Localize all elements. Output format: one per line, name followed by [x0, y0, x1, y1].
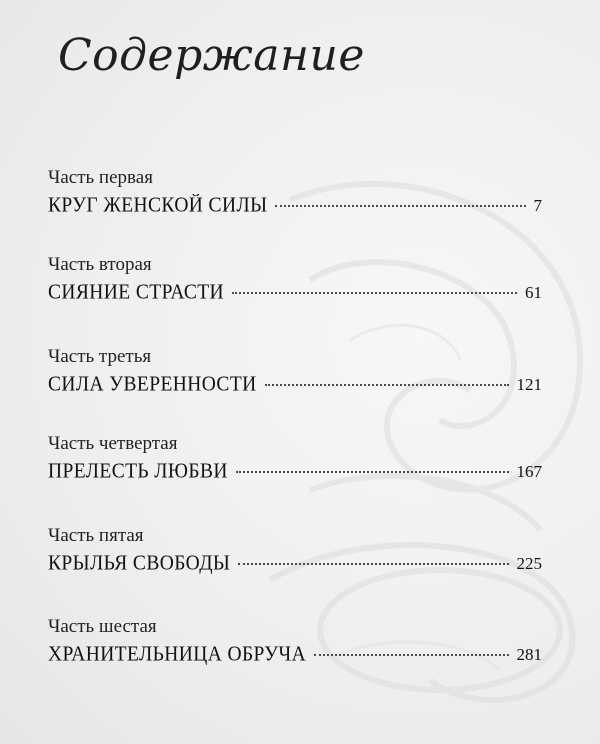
dot-leader [238, 563, 508, 565]
toc-entry-3[interactable] [48, 345, 542, 400]
page-number: 61 [525, 283, 542, 302]
toc-entry-2[interactable] [48, 253, 542, 308]
dot-leader [232, 292, 517, 294]
chapter-title: СИЛА УВЕРЕННОСТИ [48, 373, 257, 396]
chapter-title: СИЯНИЕ СТРАСТИ [48, 281, 225, 304]
part-label: Часть пятая [48, 525, 144, 546]
dot-leader [265, 384, 509, 386]
part-label: Часть третья [48, 346, 152, 367]
dot-leader [275, 205, 525, 207]
page-number: 281 [516, 645, 542, 664]
page-title: Содержание [58, 30, 365, 81]
toc-entry-6[interactable] [48, 615, 542, 670]
chapter-title: ХРАНИТЕЛЬНИЦА ОБРУЧА [48, 643, 307, 666]
toc-entry-1[interactable] [48, 166, 542, 221]
page-number: 121 [516, 375, 542, 394]
part-label: Часть шестая [48, 616, 157, 637]
dot-leader [236, 471, 509, 473]
page-number: 167 [516, 462, 542, 481]
part-label: Часть четвертая [48, 433, 178, 454]
page-number: 7 [533, 196, 542, 215]
part-label: Часть вторая [48, 254, 152, 275]
toc-entry-4[interactable] [48, 432, 542, 487]
dot-leader [314, 654, 508, 656]
toc-entry-5[interactable] [48, 524, 542, 579]
page-number: 225 [516, 554, 542, 573]
chapter-title: ПРЕЛЕСТЬ ЛЮБВИ [48, 460, 228, 483]
part-label: Часть первая [48, 167, 153, 188]
chapter-title: КРЫЛЬЯ СВОБОДЫ [48, 552, 231, 575]
chapter-title: КРУГ ЖЕНСКОЙ СИЛЫ [48, 194, 268, 217]
